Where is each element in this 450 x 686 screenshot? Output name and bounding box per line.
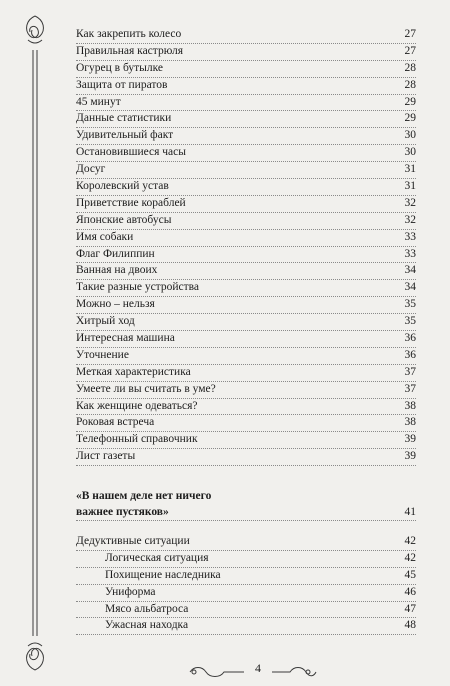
toc-entry-page: 36: [404, 332, 416, 345]
toc-entry-title: Как закрепить колесо: [76, 28, 182, 40]
toc-entry-title: Можно – нельзя: [76, 298, 155, 311]
toc-entry-title: Приветствие кораблей: [76, 196, 186, 209]
toc-entry-page: 37: [404, 365, 416, 378]
toc-entry: [76, 331, 416, 348]
toc-entry: [76, 348, 416, 365]
toc-entry: [76, 297, 416, 314]
toc-entry-page: 28: [404, 61, 416, 74]
toc-entry-page: 35: [404, 315, 416, 328]
toc-entry-title: Дедуктивные ситуации: [76, 535, 190, 547]
toc-entry: [76, 618, 416, 635]
toc-entry-page: 33: [404, 247, 416, 260]
toc-entry: [76, 44, 416, 61]
toc-entry-title: Похищение наследника: [105, 568, 221, 581]
toc-entry-title: Как женщине одеваться?: [76, 399, 198, 412]
toc-entry-title: 45 минут: [76, 95, 121, 108]
toc-entry-page: 27: [404, 28, 416, 40]
section-heading: [76, 488, 416, 521]
toc-entry: [76, 27, 416, 44]
toc-entry-title: Мясо альбатроса: [105, 602, 189, 615]
toc-entry-page: 42: [404, 535, 416, 547]
page-number: 4: [255, 661, 261, 675]
toc-entry: [76, 399, 416, 416]
footer-ornament: [180, 660, 320, 682]
toc-entry: [76, 179, 416, 196]
toc-entry-title: Имя собаки: [76, 230, 134, 243]
section-title-line2: важнее пустяков»: [76, 506, 169, 518]
toc-entry-page: 32: [404, 213, 416, 226]
toc-entry-page: 29: [404, 112, 416, 125]
toc-entry-title: Такие разные устройства: [76, 281, 200, 294]
toc-entry-title: Королевский устав: [76, 180, 169, 193]
toc-entry-page: 27: [404, 44, 416, 57]
toc-entry: [76, 145, 416, 162]
toc-entry-page: 34: [404, 281, 416, 294]
toc-entry: [76, 61, 416, 78]
toc-entry-page: 38: [404, 416, 416, 429]
section-contents: [76, 534, 416, 635]
toc-entry-title: Уточнение: [76, 348, 129, 361]
toc-entry: [76, 585, 416, 602]
page-border-ornament: [16, 10, 50, 676]
toc-entry-title: Лист газеты: [76, 450, 136, 463]
toc-entry-title: Удивительный факт: [76, 129, 174, 142]
toc-entry-title: Японские автобусы: [76, 213, 172, 226]
toc-entry: [76, 602, 416, 619]
toc-entry-title: Досуг: [76, 163, 106, 176]
toc-entry: [76, 314, 416, 331]
toc-entry-title: Защита от пиратов: [76, 78, 168, 91]
section-title-line1: «В нашем деле нет ничего: [76, 490, 212, 502]
toc-entry: [76, 449, 416, 466]
toc-entry-page: 46: [404, 585, 416, 598]
toc-entry-page: 31: [404, 180, 416, 193]
toc-entry-title: Остановившиеся часы: [76, 146, 186, 159]
toc-entry-page: 35: [404, 298, 416, 311]
toc-entry-page: 31: [404, 163, 416, 176]
toc-entry-title: Ванная на двоих: [76, 264, 158, 277]
toc-entry-page: 37: [404, 382, 416, 395]
toc-entry: [76, 263, 416, 280]
section-title-line2-row: [76, 504, 416, 521]
toc-entry-page: 47: [404, 602, 416, 615]
table-of-contents: [76, 27, 416, 466]
toc-entry-page: 33: [404, 230, 416, 243]
toc-entry-title: Меткая характеристика: [76, 365, 191, 378]
toc-entry-title: Ужасная находка: [105, 619, 189, 632]
toc-entry-title: Флаг Филиппин: [76, 247, 155, 260]
toc-entry-page: 38: [404, 399, 416, 412]
toc-entry: [76, 534, 416, 551]
toc-entry-title: Униформа: [105, 585, 156, 598]
toc-entry-page: 29: [404, 95, 416, 108]
toc-entry-title: Умеете ли вы считать в уме?: [76, 382, 216, 395]
toc-entry: [76, 415, 416, 432]
toc-entry: [76, 95, 416, 112]
toc-entry-page: 32: [404, 196, 416, 209]
toc-entry: [76, 128, 416, 145]
toc-entry: [76, 213, 416, 230]
toc-entry-title: Интересная машина: [76, 332, 175, 345]
toc-entry: [76, 280, 416, 297]
toc-entry: [76, 111, 416, 128]
toc-entry: [76, 162, 416, 179]
toc-entry-title: Логическая ситуация: [105, 551, 209, 564]
toc-entry-page: 34: [404, 264, 416, 277]
toc-entry-title: Роковая встреча: [76, 416, 155, 429]
toc-entry-page: 30: [404, 129, 416, 142]
toc-entry: [76, 78, 416, 95]
toc-entry-page: 48: [404, 619, 416, 632]
toc-entry-title: Правильная кастрюля: [76, 44, 184, 57]
toc-entry-page: 39: [404, 450, 416, 463]
toc-entry: [76, 196, 416, 213]
toc-entry-page: 28: [404, 78, 416, 91]
toc-entry-page: 42: [404, 551, 416, 564]
toc-entry-title: Данные статистики: [76, 112, 172, 125]
toc-entry-title: Огурец в бутылке: [76, 61, 164, 74]
toc-entry-title: Телефонный справочник: [76, 433, 198, 446]
toc-entry: [76, 432, 416, 449]
toc-entry-page: 30: [404, 146, 416, 159]
section-page: 41: [404, 506, 416, 518]
toc-entry: [76, 551, 416, 568]
toc-entry-page: 45: [404, 568, 416, 581]
toc-entry: [76, 247, 416, 264]
toc-entry: [76, 365, 416, 382]
toc-entry: [76, 230, 416, 247]
toc-entry-title: Хитрый ход: [76, 315, 135, 328]
toc-entry: [76, 382, 416, 399]
toc-entry: [76, 568, 416, 585]
toc-entry-page: 36: [404, 348, 416, 361]
toc-entry-page: 39: [404, 433, 416, 446]
